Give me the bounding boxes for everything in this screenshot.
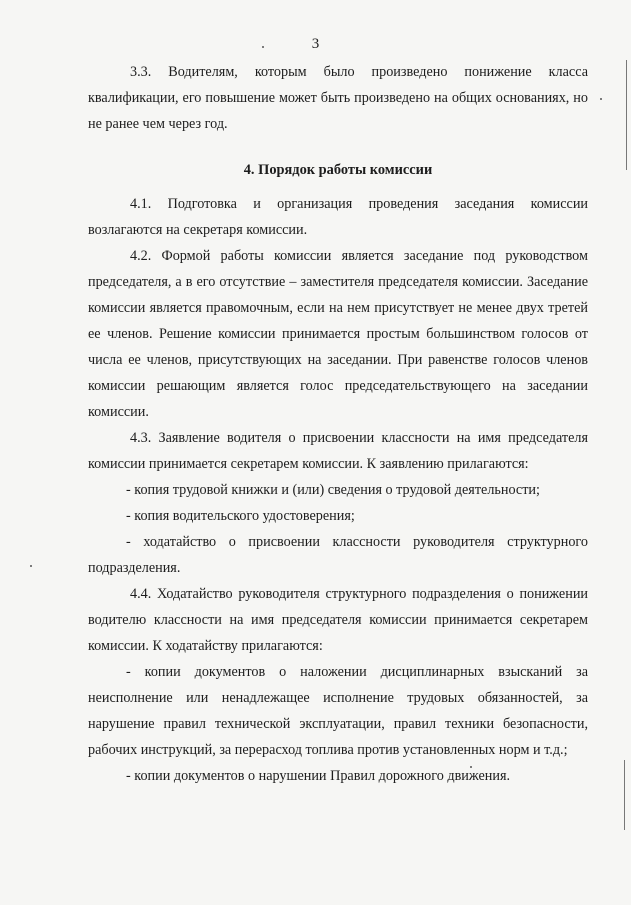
paragraph-4-2: 4.2. Формой работы комиссии является заседание под руководством председателя, а в его отсутствие – заместителя председателя комиссии. Заседание комиссии является правомочным, если на нем присутствует не менее двух третей ее членов. Решение комиссии принимается простым большинством голосов от числа ее членов, присутствующих на заседании. При равенстве голосов членов комиссии решающим является голос председательствующего на заседании комиссии. <box>88 248 588 420</box>
paragraph-3-3: 3.3. Водителям, которым было произведено понижение класса квалификации, его повышение может быть произведено на общих основаниях, но не ранее чем через год. <box>88 64 588 132</box>
list-item: - копия трудовой книжки и (или) сведения о трудовой деятельности; <box>126 482 540 498</box>
section-heading: 4. Порядок работы комиссии <box>243 162 433 178</box>
paragraph-4-3: 4.3. Заявление водителя о присвоении классности на имя председателя комиссии принимается секретарем комиссии. К заявлению прилагаются: <box>88 430 588 472</box>
list-item: - копии документов о наложении дисциплинарных взысканий за неисполнение или ненадлежащее исполнение трудовых обязанностей, за нарушение правил технической эксплуатации, правил техники безопасности, рабочих инструкций, за перерасход топлива против установленных норм и т.д.; <box>88 664 588 758</box>
list-item: - копия водительского удостоверения; <box>126 508 355 524</box>
spacer <box>88 183 588 191</box>
list-item: - ходатайство о присвоении классности руководителя структурного подразделения. <box>88 534 588 576</box>
paragraph-4-4: 4.4. Ходатайство руководителя структурного подразделения о понижении водителю классности на имя председателя комиссии принимается секретарем комиссии. К ходатайству прилагаются: <box>88 586 588 654</box>
scan-edge-mark <box>624 760 625 830</box>
page-number: 3 <box>311 36 320 52</box>
document-body <box>88 59 588 789</box>
scan-speck <box>30 565 32 567</box>
scan-edge-mark <box>626 60 627 170</box>
list-item: - копии документов о нарушении Правил дорожного движения. <box>126 768 511 784</box>
paragraph-4-1: 4.1. Подготовка и организация проведения заседания комиссии возлагаются на секретаря комиссии. <box>88 196 588 238</box>
scan-speck <box>600 98 602 100</box>
